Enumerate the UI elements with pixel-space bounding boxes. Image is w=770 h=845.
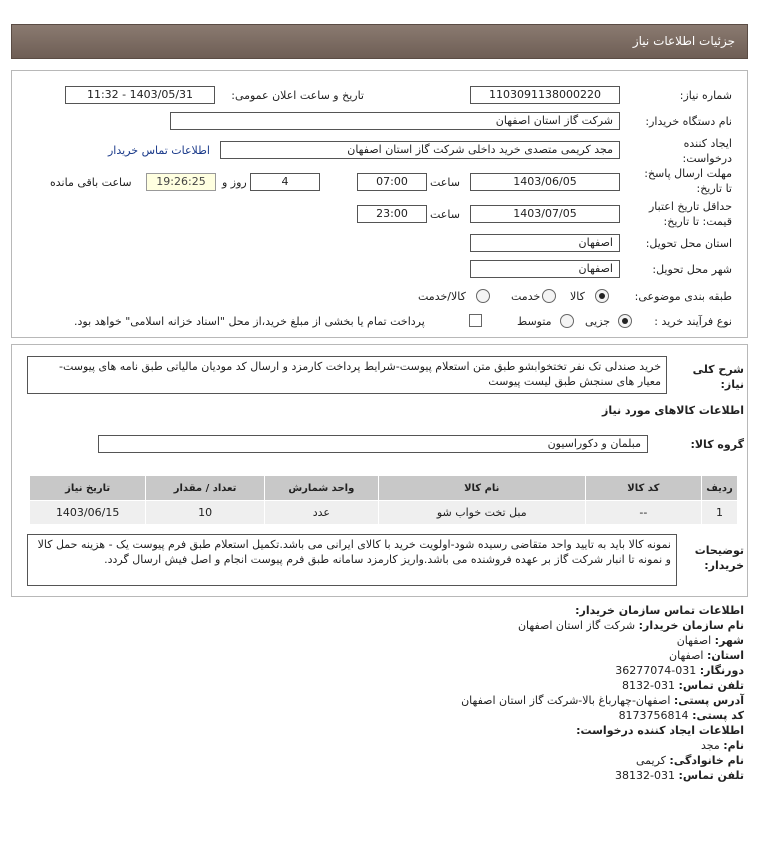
col-name: نام کالا xyxy=(378,476,585,501)
cell-code: -- xyxy=(585,501,701,525)
deadline-time-label: ساعت xyxy=(430,176,460,189)
validity-label-2: قیمت: تا تاریخ: xyxy=(663,215,732,228)
category-both-label: کالا/خدمت xyxy=(418,290,466,303)
buyer-org-field[interactable]: شرکت گاز استان اصفهان xyxy=(170,112,620,130)
creator-heading: اطلاعات ایجاد کننده درخواست: xyxy=(576,724,744,737)
deadline-label-2: تا تاریخ: xyxy=(696,182,732,195)
category-service-label: خدمت xyxy=(511,290,541,303)
buyer-notes-text: نمونه کالا باید به تایید واحد متقاضی رسیده شود-اولویت خرید با کالای ایرانی می باشد.تکمیل استعلام طبق فرم پیوست یک - هزینه حمل کالا و نمونه تا انبار شرکت گاز بر عهده فروشنده می باشد.واریز کارمزد سامانه طبق فرم پیوست انجام و اصل فیش ارسال گردد. xyxy=(27,534,677,586)
creator-field[interactable]: مجد کریمی متصدی خرید داخلی شرکت گاز استان اصفهان xyxy=(220,141,620,159)
category-radio-goods[interactable] xyxy=(595,289,609,303)
summary-text: خرید صندلی تک نفر تختخوابشو طبق متن استعلام پیوست-شرایط پرداخت کارمزد و ارسال کد مودیان مالیاتی طبق نامه های پیوست- معیار های سنجش طبق لیست پیوست xyxy=(27,356,667,394)
validity-date-field[interactable]: 1403/07/05 xyxy=(470,205,620,223)
city-field[interactable]: اصفهان xyxy=(470,260,620,278)
process-label: نوع فرآیند خرید : xyxy=(654,315,732,328)
col-row: ردیف xyxy=(701,476,737,501)
cell-row: 1 xyxy=(701,501,737,525)
deadline-label: مهلت ارسال پاسخ: xyxy=(644,167,732,180)
announce-label: تاریخ و ساعت اعلان عمومی: xyxy=(231,89,364,102)
days-label: روز و xyxy=(222,176,247,189)
col-unit: واحد شمارش xyxy=(264,476,378,501)
category-radio-service[interactable] xyxy=(542,289,556,303)
contact-city: شهر: اصفهان xyxy=(676,634,744,647)
process-radio-minor[interactable] xyxy=(618,314,632,328)
need-number-field[interactable]: 1103091138000220 xyxy=(470,86,620,104)
creator-label: ایجاد کننده xyxy=(683,137,732,150)
contact-info-link[interactable]: اطلاعات تماس خریدار xyxy=(108,144,210,157)
contact-fax: دورنگار: 031-36277074 xyxy=(615,664,744,677)
process-medium-label: متوسط xyxy=(517,315,552,328)
deadline-date-field[interactable]: 1403/06/05 xyxy=(470,173,620,191)
items-heading: اطلاعات کالاهای مورد نیاز xyxy=(602,404,744,417)
page-title: جزئیات اطلاعات نیاز xyxy=(632,34,735,48)
province-field[interactable]: اصفهان xyxy=(470,234,620,252)
process-radio-medium[interactable] xyxy=(560,314,574,328)
creator-name: نام: مجد xyxy=(700,739,744,752)
validity-time-field[interactable]: 23:00 xyxy=(357,205,427,223)
contact-heading: اطلاعات تماس سازمان خریدار: xyxy=(575,604,744,617)
remaining-label: ساعت باقی مانده xyxy=(50,176,132,189)
cell-date: 1403/06/15 xyxy=(30,501,146,525)
category-goods-label: کالا xyxy=(570,290,585,303)
items-table xyxy=(29,475,738,525)
contact-phone: تلفن تماس: 031-8132 xyxy=(622,679,744,692)
col-date: تاریخ نیاز xyxy=(30,476,146,501)
days-field[interactable]: 4 xyxy=(250,173,320,191)
province-label: استان محل تحویل: xyxy=(645,237,732,250)
summary-label: شرح کلی xyxy=(692,363,744,376)
cell-unit: عدد xyxy=(264,501,378,525)
page-header xyxy=(11,24,748,59)
process-minor-label: جزیی xyxy=(585,315,611,328)
deadline-time-field[interactable]: 07:00 xyxy=(357,173,427,191)
cell-name: مبل تخت خواب شو xyxy=(378,501,585,525)
buyer-notes-label: توضیحات xyxy=(694,544,744,557)
contact-address: آدرس پستی: اصفهان-چهارباغ بالا-شرکت گاز استان اصفهان xyxy=(461,694,744,707)
creator-phone: تلفن تماس: 031-38132 xyxy=(615,769,744,782)
contact-province: استان: اصفهان xyxy=(669,649,744,662)
category-label: طبقه بندی موضوعی: xyxy=(634,290,732,303)
group-label: گروه کالا: xyxy=(690,438,744,451)
table-row[interactable] xyxy=(30,501,738,525)
validity-time-label: ساعت xyxy=(430,208,460,221)
city-label: شهر محل تحویل: xyxy=(652,263,732,276)
buyer-org-label: نام دستگاه خریدار: xyxy=(645,115,732,128)
category-radio-both[interactable] xyxy=(476,289,490,303)
treasury-checkbox[interactable] xyxy=(469,314,482,327)
summary-label-2: نیاز: xyxy=(720,378,744,391)
treasury-note: پرداخت تمام یا بخشی از مبلغ خرید،از محل "اسناد خزانه اسلامی" خواهد بود. xyxy=(74,315,425,328)
buyer-notes-label-2: خریدار: xyxy=(704,559,744,572)
validity-label: حداقل تاریخ اعتبار xyxy=(648,200,732,213)
group-field[interactable]: مبلمان و دکوراسیون xyxy=(98,435,648,453)
creator-label-2: درخواست: xyxy=(682,152,732,165)
table-header-row xyxy=(30,476,738,501)
announce-field[interactable]: 1403/05/31 - 11:32 xyxy=(65,86,215,104)
contact-postal: کد پستی: 8173756814 xyxy=(618,709,744,722)
remaining-time-field: 19:26:25 xyxy=(146,173,216,191)
contact-org: نام سازمان خریدار: شرکت گاز استان اصفهان xyxy=(517,619,744,632)
creator-family: نام خانوادگی: کریمی xyxy=(636,754,744,767)
col-qty: تعداد / مقدار xyxy=(146,476,265,501)
col-code: کد کالا xyxy=(585,476,701,501)
need-number-label: شماره نیاز: xyxy=(679,89,732,102)
cell-qty: 10 xyxy=(146,501,265,525)
